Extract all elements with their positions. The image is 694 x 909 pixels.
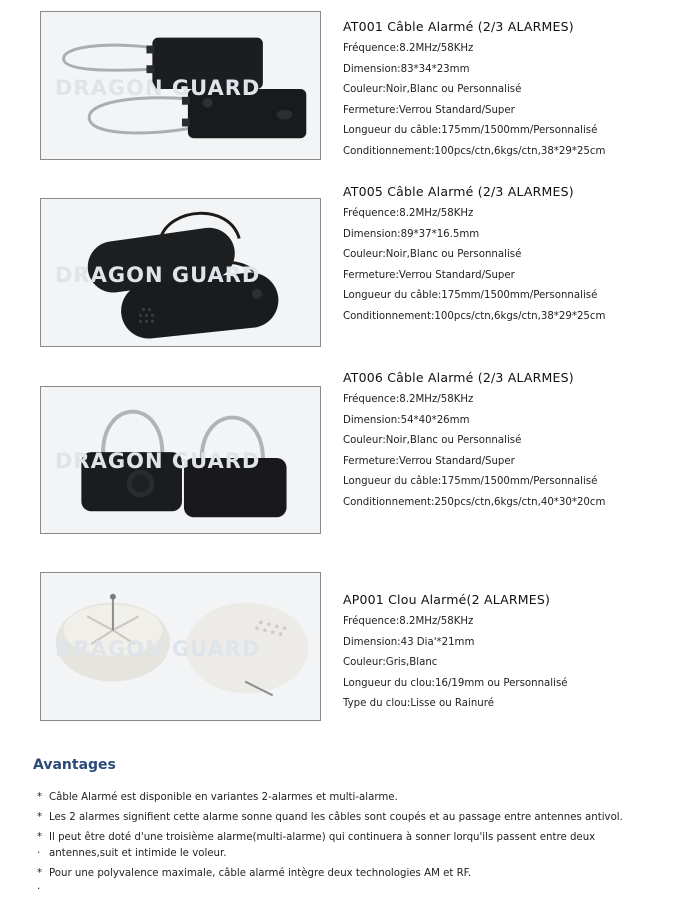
bullet: · [37, 848, 41, 859]
watermark: DRAGON GUARD [55, 263, 261, 287]
advantage-item: * Les 2 alarmes signifient cette alarme sonne quand les câbles sont coupés et au passage entre antennes antivol. [37, 810, 687, 826]
spec-cable-length: Longueur du câble:175mm/1500mm/Personnalisé [343, 125, 598, 137]
product-info-at001 [343, 17, 683, 163]
advantages-list [37, 790, 687, 898]
product-title: AT001 Câble Alarmé (2/3 ALARMES) [343, 19, 574, 34]
spec-dimension: Dimension:54*40*26mm [343, 414, 470, 426]
product-photo-at005 [40, 198, 321, 347]
spec-cable-length: Longueur du câble:175mm/1500mm/Personnalisé [343, 290, 598, 302]
advantages-heading: Avantages [33, 757, 116, 773]
spec-cable-length: Longueur du câble:175mm/1500mm/Personnalisé [343, 476, 598, 488]
advantage-item: * Il peut être doté d'une troisième alarme(multi-alarme) qui continuera à sonner lorqu'ils passent entre deux [37, 830, 687, 846]
spec-frequency: Fréquence:8.2MHz/58KHz [343, 616, 474, 627]
spec-dimension: Dimension:83*34*23mm [343, 63, 470, 75]
spec-color: Couleur:Gris,Blanc [343, 657, 438, 669]
spec-closure: Fermeture:Verrou Standard/Super [343, 455, 515, 467]
product-info-at006 [343, 368, 683, 514]
advantage-item: * Câble Alarmé est disponible en variantes 2-alarmes et multi-alarme. [37, 790, 687, 806]
bullet: · [37, 884, 41, 895]
product-photo-at001 [40, 11, 321, 160]
spec-nail-type: Type du clou:Lisse ou Rainuré [343, 698, 494, 710]
bullet: * [37, 792, 43, 803]
spec-closure: Fermeture:Verrou Standard/Super [343, 104, 515, 116]
spec-frequency: Fréquence:8.2MHz/58KHz [343, 394, 474, 405]
trailing-bullet [37, 882, 687, 898]
spec-dimension: Dimension:43 Dia'*21mm [343, 636, 475, 648]
product-title: AT005 Câble Alarmé (2/3 ALARMES) [343, 184, 574, 199]
bullet: * [37, 812, 43, 823]
spec-dimension: Dimension:89*37*16.5mm [343, 228, 480, 240]
spec-color: Couleur:Noir,Blanc ou Personnalisé [343, 84, 522, 96]
product-title: AT006 Câble Alarmé (2/3 ALARMES) [343, 370, 574, 385]
advantage-item-continued: · antennes,suit et intimide le voleur. [37, 846, 687, 862]
product-photo-at006 [40, 386, 321, 534]
watermark: DRAGON GUARD [55, 76, 261, 100]
product-info-ap001 [343, 590, 683, 715]
spec-packaging: Conditionnement:100pcs/ctn,6kgs/ctn,38*29*25cm [343, 145, 606, 157]
spec-packaging: Conditionnement:100pcs/ctn,6kgs/ctn,38*29*25cm [343, 310, 606, 322]
spec-closure: Fermeture:Verrou Standard/Super [343, 269, 515, 281]
spec-color: Couleur:Noir,Blanc ou Personnalisé [343, 249, 522, 261]
advantage-item: * Pour une polyvalence maximale, câble alarmé intègre deux technologies AM et RF. [37, 866, 687, 882]
spec-color: Couleur:Noir,Blanc ou Personnalisé [343, 435, 522, 447]
bullet: * [37, 832, 43, 843]
product-title: AP001 Clou Alarmé(2 ALARMES) [343, 592, 551, 607]
spec-frequency: Fréquence:8.2MHz/58KHz [343, 208, 474, 219]
spec-frequency: Fréquence:8.2MHz/58KHz [343, 43, 474, 54]
product-photo-ap001 [40, 572, 321, 721]
bullet: * [37, 868, 43, 879]
watermark: DRAGON GUARD [55, 449, 261, 473]
watermark: DRAGON GUARD [55, 637, 261, 661]
spec-nail-length: Longueur du clou:16/19mm ou Personnalisé [343, 677, 568, 689]
product-info-at005 [343, 182, 683, 328]
spec-packaging: Conditionnement:250pcs/ctn,6kgs/ctn,40*30*20cm [343, 496, 606, 508]
